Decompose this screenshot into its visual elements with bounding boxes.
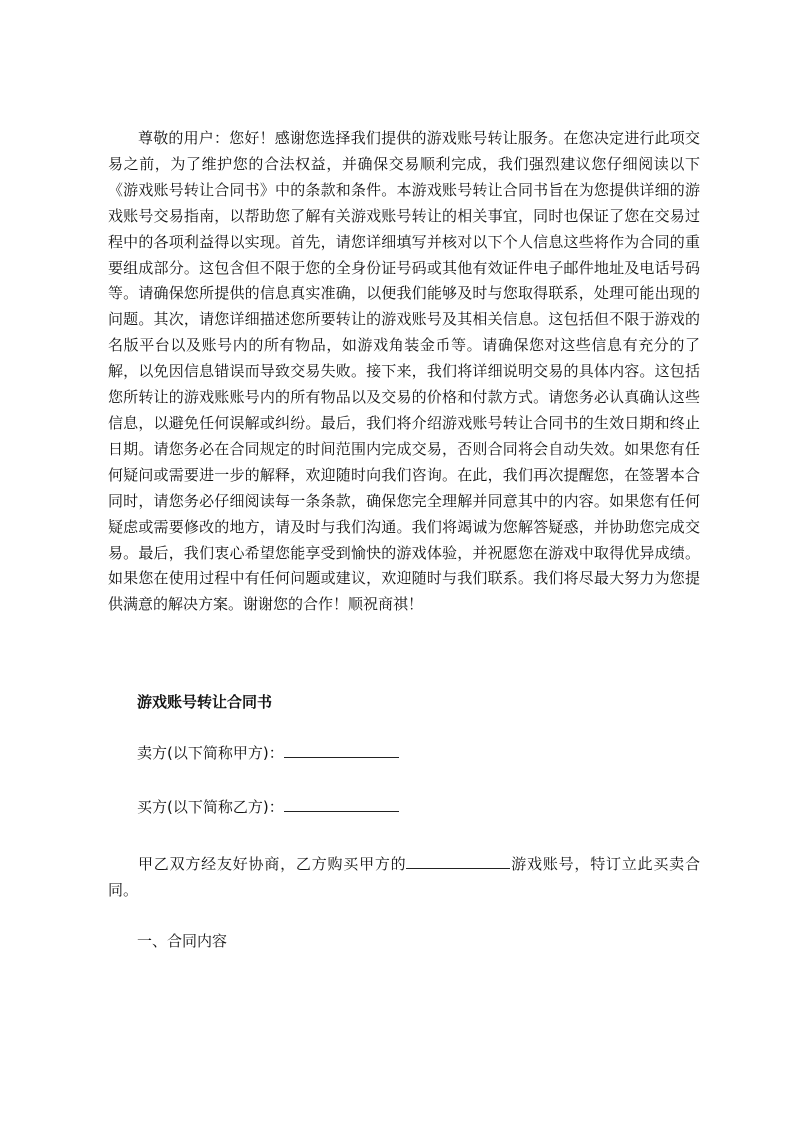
seller-label: 卖方(以下简称甲方)： <box>137 744 284 762</box>
agreement-paragraph <box>108 851 700 903</box>
game-name-blank <box>406 853 510 869</box>
buyer-line <box>137 795 399 819</box>
section-heading-contract-content: 一、合同内容 <box>137 932 228 950</box>
intro-paragraph: 尊敬的用户：您好！感谢您选择我们提供的游戏账号转让服务。在您决定进行此项交易之前，为了维护您的合法权益，并确保交易顺利完成，我们强烈建议您仔细阅读以下《游戏账号转让合同书》中的条款和条件。本游戏账号转让合同书旨在为您提供详细的游戏账号交易指南，以帮助您了解有关游戏账号转让的相关事宜，同时也保证了您在交易过程中的各项利益得以实现。首先，请您详细填写并核对以下个人信息这些将作为合同的重要组成部分。这包含但不限于您的全身份证号码或其他有效证件电子邮件地址及电话号码等。请确保您所提供的信息真实准确，以便我们能够及时与您取得联系，处理可能出现的问题。其次，请您详细描述您所要转让的游戏账号及其相关信息。这包括但不限于游戏的名版平台以及账号内的所有物品，如游戏角装金币等。请确保您对这些信息有充分的了解，以免因信息错误而导致交易失败。接下来，我们将详细说明交易的具体内容。这包括您所转让的游戏账账号内的所有物品以及交易的价格和付款方式。请您务必认真确认这些信息，以避免任何误解或纠纷。最后，我们将介绍游戏账号转让合同书的生效日期和终止日期。请您务必在合同规定的时间范围内完成交易，否则合同将会自动失效。如果您有任何疑问或需要进一步的解释，欢迎随时向我们咨询。在此，我们再次提醒您，在签署本合同时，请您务必仔细阅读每一条条款，确保您完全理解并同意其中的内容。如果您有任何疑虑或需要修改的地方，请及时与我们沟通。我们将竭诚为您解答疑惑，并协助您完成交易。最后，我们衷心希望您能享受到愉快的游戏体验，并祝愿您在游戏中取得优异成绩。如果您在使用过程中有任何问题或建议，欢迎随时与我们联系。我们将尽最大努力为您提供满意的解决方案。谢谢您的合作！顺祝商祺！ <box>108 129 700 614</box>
buyer-blank <box>284 796 399 812</box>
seller-blank <box>284 742 399 758</box>
agreement-text-after: 游戏账号，特订立此买卖合同。 <box>108 855 700 899</box>
agreement-text-before: 甲乙双方经友好协商，乙方购买甲方的 <box>138 855 407 873</box>
buyer-label: 买方(以下简称乙方)： <box>137 798 284 816</box>
seller-line <box>137 741 399 765</box>
contract-title: 游戏账号转让合同书 <box>137 693 273 711</box>
